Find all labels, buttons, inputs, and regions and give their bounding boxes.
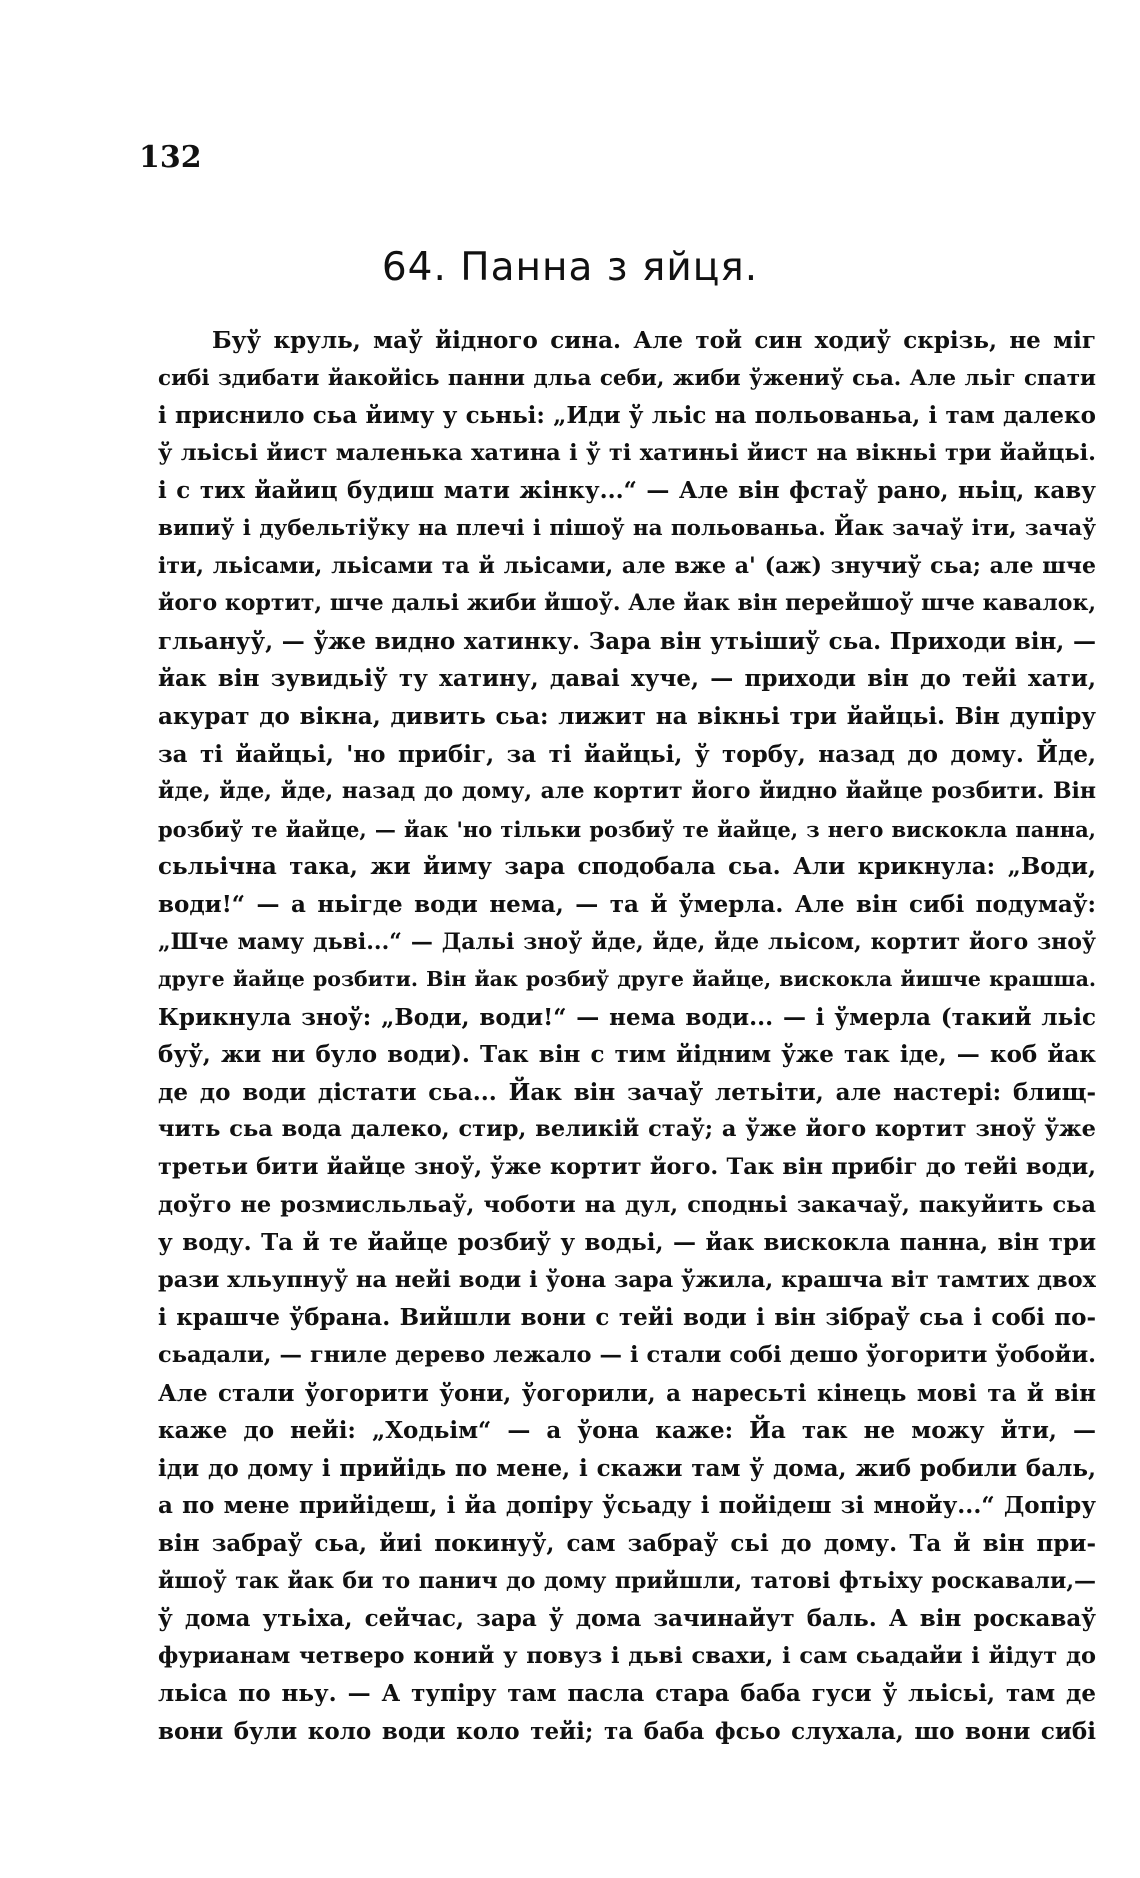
text-line: сьадали, — гниле дерево лежало — і стали собі дешо ўогорити ўобойи. [158,1342,1096,1369]
body-text [158,322,1096,1751]
text-line: Але стали ўогорити ўони, ўогорили, а наресьті кінець мові та й він [158,1379,1096,1407]
text-line: ў льісьі йист маленька хатина і ў ті хатиньі йист на вікньі три йайцьі. [158,439,1096,466]
text-line: вони були коло води коло тейі; та баба фсьо слухала, шо вони сибі [158,1717,1096,1745]
text-line: ў дома утьіха, сейчас, зара ў дома зачинайут баль. А він роскаваў [158,1605,1096,1633]
text-line: буў, жи ни було води). Так він с тим йідним ўже так іде, — коб йак [158,1041,1096,1069]
text-line: іти, льісами, льісами та й льісами, але вже а' (аж) знучиў сьа; але шче [158,552,1096,579]
text-line: іди до дому і прийідь по мене, і скажи там ў дома, жиб робили баль, [158,1454,1096,1482]
text-line: гльануў, — ўже видно хатинку. Зара він утьішиў сьа. Приходи він, — [158,627,1096,655]
chapter-title: 64. Панна з яйця. [381,245,759,290]
text-line: у воду. Та й те йайце розбиў у водьі, — йак вискокла панна, він три [158,1229,1096,1257]
page-number: 132 [139,140,202,175]
text-line: друге йайце розбити. Він йак розбиў друге йайце, вискокла йишче крашша. [158,967,1096,992]
text-line: „Шче маму дьві...“ — Дальі зноў йде, йде, йде льісом, кортит його зноў [158,928,1096,955]
text-line: доўго не розмисльльаў, чоботи на дул, сподньі закачаў, пакуйить сьа [158,1191,1096,1218]
text-line: а по мене прийідеш, і йа допіру ўсьаду і пойідеш зі мнойу...“ Допіру [158,1492,1096,1520]
text-line: розбиў те йайце, — йак 'но тільки розбиў те йайце, з него вискокла панна, [158,816,1096,842]
text-line: Буў круль, маў йідного сина. Але той син ходиў скрізь, не міг [212,327,1096,354]
text-line: води!“ — а ньігде води нема, — та й ўмерла. Але він сибі подумаў: [158,890,1096,918]
text-line: сьльічна така, жи йиму зара сподобала сьа. Али крикнула: „Води, [158,853,1096,881]
text-line: він забраў сьа, йиі покинуў, сам забраў сьі до дому. Та й він при- [158,1530,1096,1557]
text-line: де до води дістати сьа... Йак він зачаў летьіти, але настері: блищ- [158,1078,1096,1106]
text-line: чить сьа вода далеко, стир, великій стаў; а ўже його кортит зноў ўже [158,1116,1096,1143]
text-line: рази хльупнуў на нейі води і ўона зара ўжила, крашча віт тамтих двох [158,1266,1096,1293]
text-line: третьи бити йайце зноў, ўже кортит його. Так він прибіг до тейі води, [158,1154,1096,1181]
text-line: акурат до вікна, дивить сьа: лижит на вікньі три йайцьі. Він дупіру [158,702,1096,730]
text-line: сибі здибати йакойісь панни дльа себи, жиби ўжениў сьа. Але льіг спати [158,365,1096,391]
text-line: льіса по ньу. — А тупіру там пасла стара баба гуси ў льісьі, там де [158,1680,1096,1708]
text-line: йак він зувидьіў ту хатину, даваі хуче, — приходи він до тейі хати, [158,665,1096,693]
text-line: каже до нейі: „Ходьім“ — а ўона каже: Йа так не можу йти, — [158,1417,1096,1445]
text-line: Крикнула зноў: „Води, води!“ — нема води... — і ўмерла (такий льіс [158,1003,1096,1031]
text-line: фурианам четверо коний у повуз і дьві свахи, і сам сьадайи і йідут до [158,1642,1096,1669]
text-line: і с тих йайиц будиш мати жінку...“ — Але він фстаў рано, ньіц, каву [158,477,1096,505]
text-line: за ті йайцьі, 'но прибіг, за ті йайцьі, ў торбу, назад до дому. Йде, [158,740,1096,768]
text-line: його кортит, шче дальі жиби йшоў. Але йак він перейшоў шче кавалок, [158,590,1096,617]
text-line: і приснило сьа йиму у сьньі: „Иди ў льіс на польованьа, і там далеко [158,402,1096,430]
text-line: йде, йде, йде, назад до дому, але кортит його йидно йайце розбити. Він [158,778,1096,805]
text-line: випиў і дубельтіўку на плечі і пішоў на польованьа. Йак зачаў іти, зачаў [158,515,1096,541]
text-line: і крашче ўбрана. Вийшли вони с тейі води і він зібраў сьа і собі по- [158,1304,1096,1332]
text-line: йшоў так йак би то панич до дому прийшли, татові фтьіху роскавали,— [158,1567,1096,1594]
